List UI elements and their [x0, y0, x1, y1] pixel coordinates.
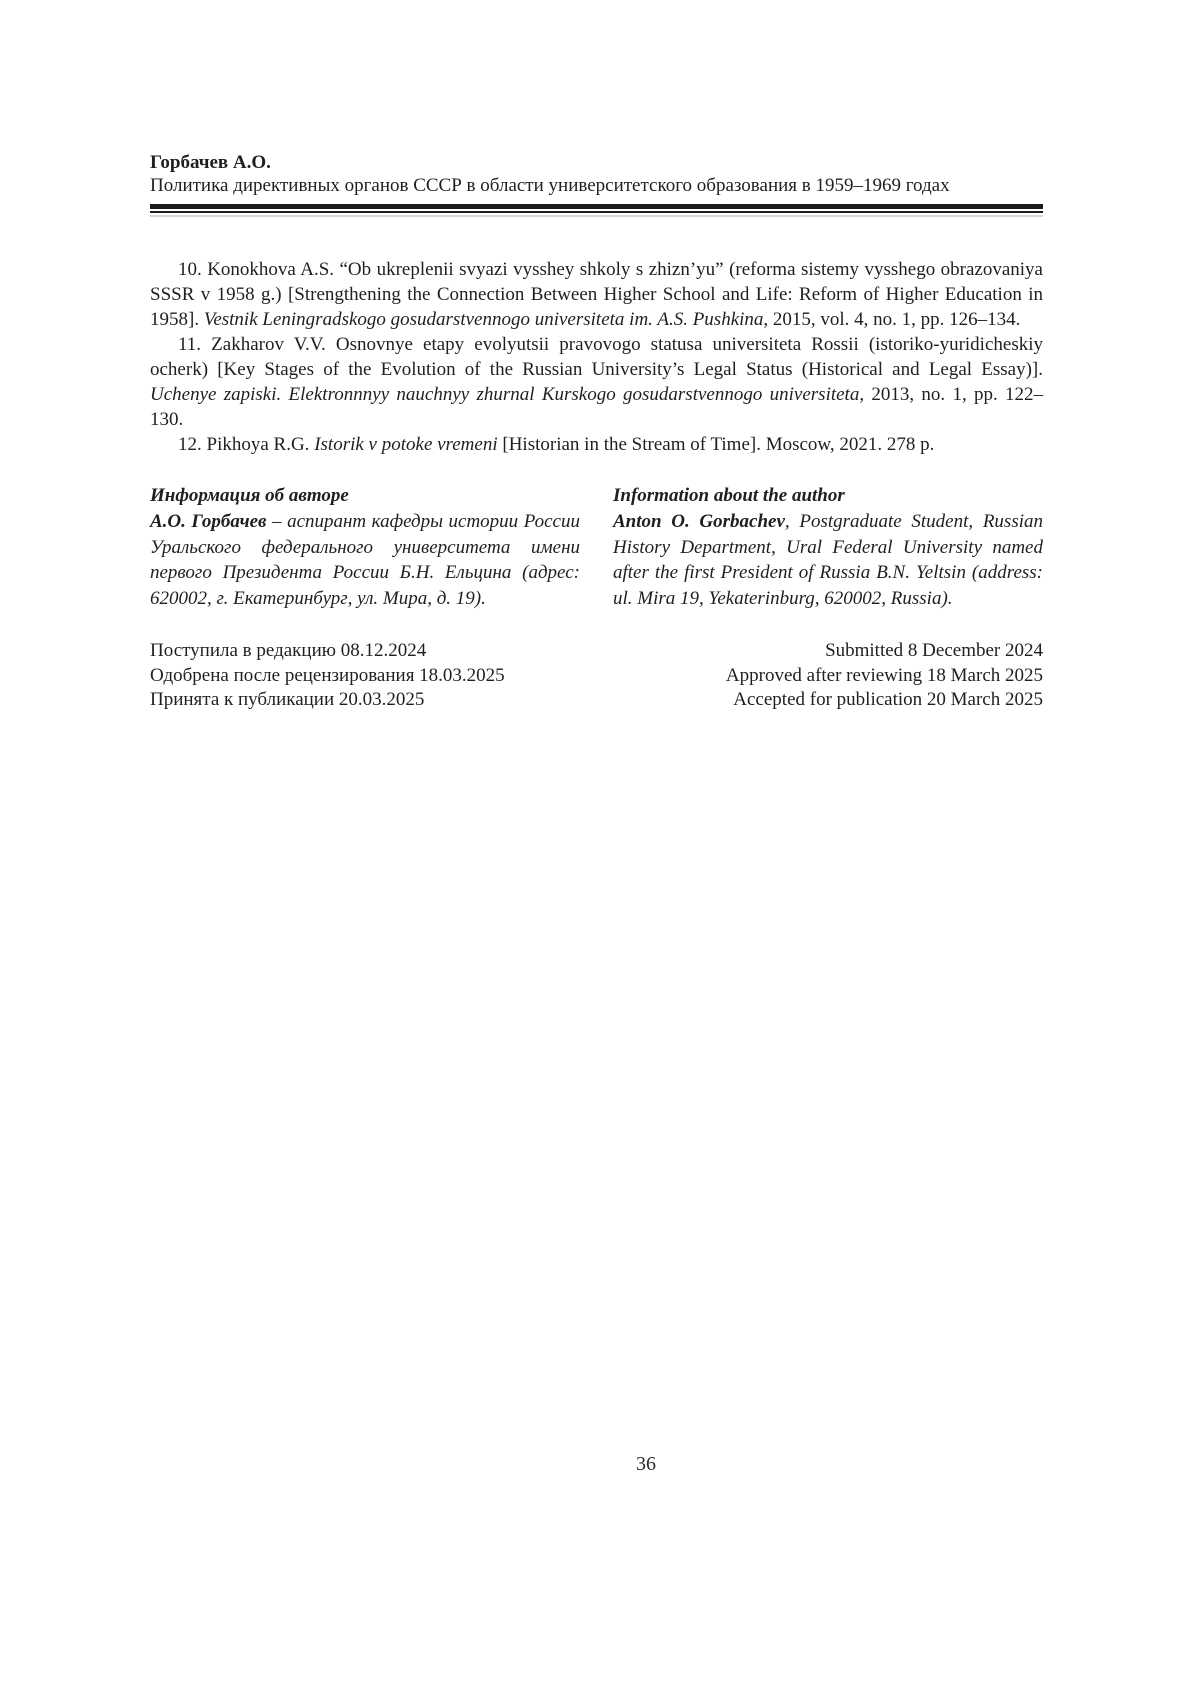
reference-12-book-title: Istorik v potoke vremeni [314, 434, 498, 455]
reference-11 [150, 332, 1043, 432]
date-approved-en: Approved after reviewing 18 March 2025 [725, 664, 1043, 686]
reference-11-pagination: , 2013, no. 1, pp. 122–130. [150, 384, 1044, 430]
date-approved-ru: Одобрена после рецензирования 18.03.2025 [150, 664, 505, 686]
date-received-ru: Поступила в редакцию 08.12.2024 [150, 640, 427, 661]
reference-12 [150, 432, 1043, 457]
page-number: 36 [636, 1453, 656, 1475]
author-info-russian-column [150, 483, 580, 713]
article-dates-en [613, 639, 1043, 713]
reference-10 [150, 257, 1043, 332]
article-dates-ru [150, 639, 580, 713]
author-bio-en [613, 509, 1043, 613]
header-rule [150, 204, 1043, 217]
author-bio-ru [150, 509, 580, 613]
date-accepted-ru: Принята к публикации 20.03.2025 [150, 689, 425, 710]
running-head [150, 151, 1043, 217]
author-info-ru-heading: Информация об авторе [150, 485, 349, 506]
date-submitted-en: Submitted 8 December 2024 [825, 640, 1043, 661]
author-name-ru: А.О. Горбачев [150, 511, 267, 532]
author-info-en-heading: Information about the author [613, 485, 845, 506]
reference-10-pagination: , 2015, vol. 4, no. 1, pp. 126–134. [763, 309, 1021, 330]
author-bio-ru-text: – аспирант кафедры истории России Уральского федерального университета имени первого Президента России Б.Н. Ельцина (адрес: 620002, г. Екатеринбург, ул. Мира, д. 19). [150, 511, 580, 609]
reference-10-journal-title: Vestnik Leningradskogo gosudarstvennogo universiteta im. A.S. Pushkina [203, 309, 764, 330]
author-name-en: Anton O. Gorbachev [613, 511, 785, 532]
reference-10-citation-text: 10. Konokhova A.S. “Ob ukreplenii svyazi vysshey shkoly s zhizn’yu” (reforma sistemy vysshego obrazovaniya SSSR v 1958 g.) [Strengthening the Connection Between Higher School and Life: Reform of Higher Education in 1958]. [150, 259, 1043, 330]
running-head-title: Политика директивных органов СССР в области университетского образования в 1959–1969 годах [150, 175, 950, 196]
header-rule-light-line [150, 215, 1043, 217]
reference-11-journal-title: Uchenye zapiski. Elektronnnyy nauchnyy zhurnal Kurskogo gosudarstvennogo universiteta [150, 384, 860, 405]
running-head-author: Горбачев А.О. [150, 152, 271, 173]
reference-11-citation-text: 11. Zakharov V.V. Osnovnye etapy evolyutsii pravovogo statusa universiteta Rossii (istoriko-yuridicheskiy ocherk) [Key Stages of the Evolution of the Russian University’s Legal Status (Historical and Legal Essay)]. [150, 334, 1043, 380]
reference-12-pagination: [Historian in the Stream of Time]. Moscow, 2021. 278 p. [497, 434, 935, 455]
date-accepted-en: Accepted for publication 20 March 2025 [733, 689, 1043, 710]
author-information-section [150, 483, 1043, 713]
author-bio-en-text: , Postgraduate Student, Russian History Department, Ural Federal University named after the first President of Russia B.N. Yeltsin (address: ul. Mira 19, Yekaterinburg, 620002, Russia). [613, 511, 1043, 609]
header-rule-thin-line [150, 211, 1043, 213]
references-list [150, 257, 1043, 457]
author-info-english-column [613, 483, 1043, 713]
type-area [150, 151, 1043, 713]
reference-12-citation-text: 12. Pikhoya R.G. [178, 434, 315, 455]
